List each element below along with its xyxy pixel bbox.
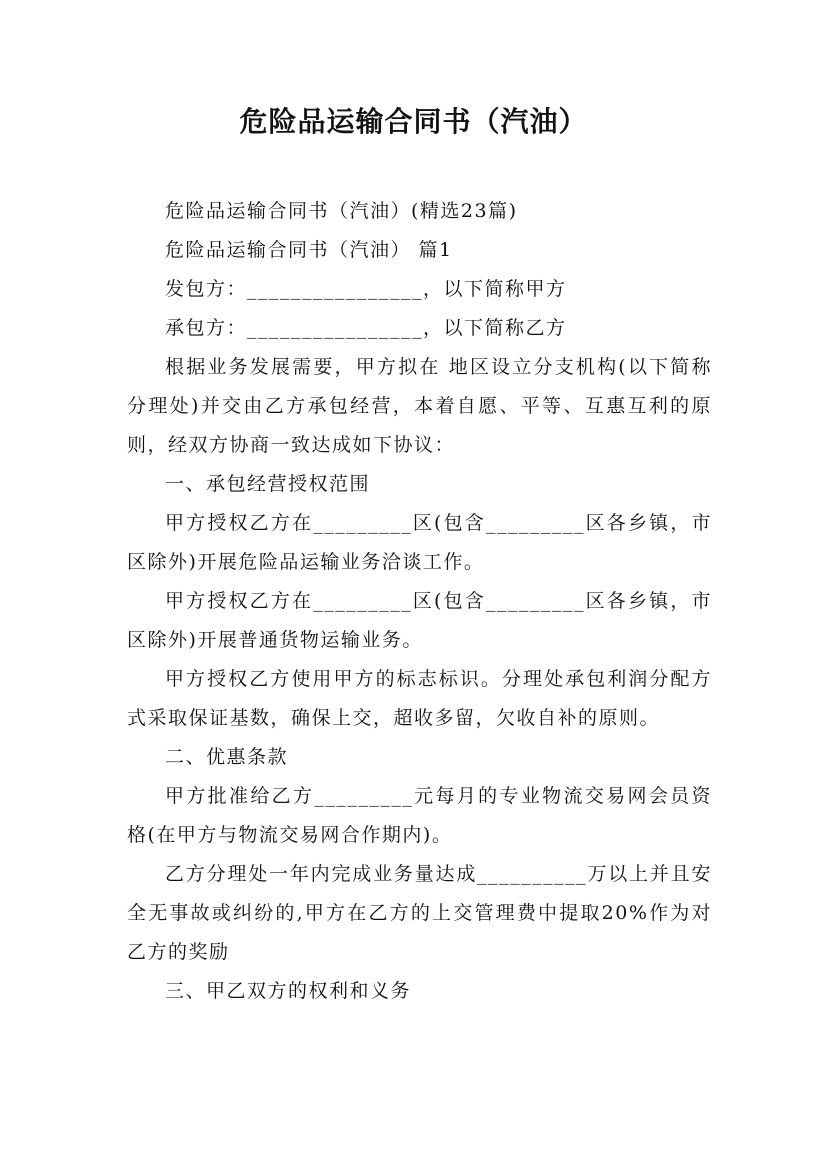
paragraph-scope-general: 甲方授权乙方在_________区(包含_________区各乡镇，市区除外)开展普通货物运输业务。 [127,590,712,651]
document-body [127,192,712,1011]
paragraph-party-a: 发包方：________________，以下简称甲方 [165,278,567,300]
paragraph-preamble: 根据业务发展需要，甲方拟在 地区设立分支机构(以下简称分理处)并交由乙方承包经营，本着自愿、平等、互惠互利的原则，经双方协商一致达成如下协议： [127,356,712,456]
paragraph-scope-logo: 甲方授权乙方使用甲方的标志标识。分理处承包利润分配方式采取保证基数，确保上交，超收多留，欠收自补的原则。 [127,668,712,729]
paragraph-reward: 乙方分理处一年内完成业务量达成__________万以上并且安全无事故或纠纷的,甲方在乙方的上交管理费中提取20%作为对乙方的奖励 [127,863,712,963]
heading-preferential: 二、优惠条款 [165,746,289,768]
paragraph-subtitle: 危险品运输合同书（汽油）(精选23篇) [165,200,518,222]
paragraph-scope-hazardous: 甲方授权乙方在_________区(包含_________区各乡镇，市区除外)开展危险品运输业务洽谈工作。 [127,512,712,573]
heading-rights: 三、甲乙双方的权利和义务 [165,980,412,1002]
heading-scope: 一、承包经营授权范围 [165,473,371,495]
paragraph-membership: 甲方批准给乙方_________元每月的专业物流交易网会员资格(在甲方与物流交易网合作期内)。 [127,785,712,846]
paragraph-party-b: 承包方：________________，以下简称乙方 [165,317,567,339]
paragraph-section-heading: 危险品运输合同书（汽油） 篇1 [165,239,453,261]
document-title: 危险品运输合同书（汽油） [239,105,588,138]
